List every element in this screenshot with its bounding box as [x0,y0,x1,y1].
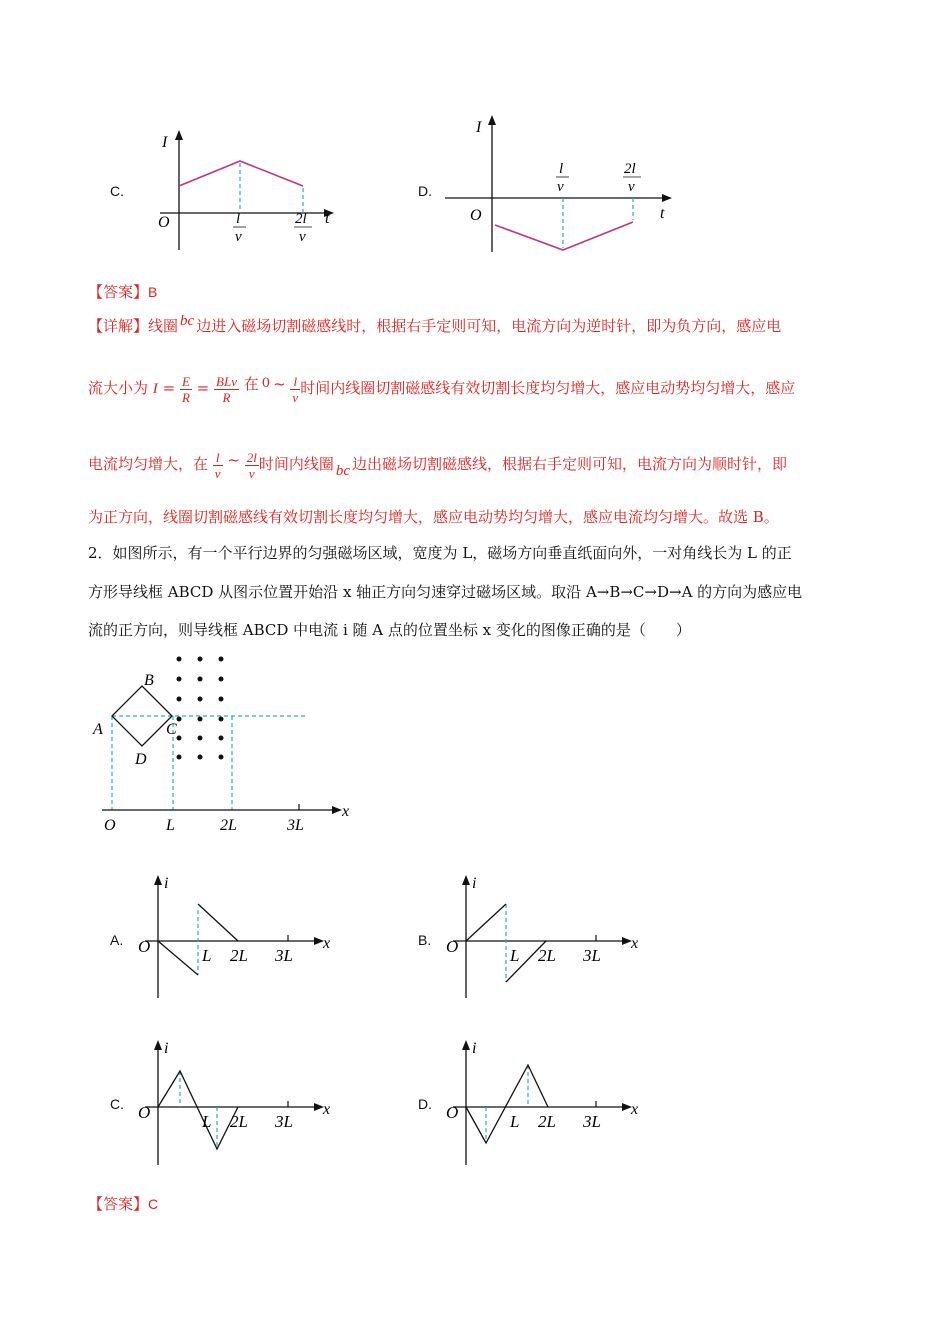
tick-2l-num: 2l [295,211,307,227]
tick-l-den: v [235,229,242,245]
option-d2-label: D. [418,1096,432,1112]
option-c2-label: C. [110,1096,124,1112]
question-2-line-3: 流的正方向，则导线框 ABCD 中电流 i 随 A 点的位置坐标 x 变化的图像正确的是（ ） [88,621,691,639]
option-a-graph [130,870,340,1005]
axis-t-label: t [660,205,665,222]
axis-t-label: t [325,210,330,227]
graph-c [150,125,350,255]
tick-3l: 3L [583,1112,601,1131]
tick-l-num: l [236,211,241,227]
origin-label: O [470,207,482,224]
magnetic-field-dots [177,657,224,760]
tick-3l: 3L [275,1112,293,1131]
option-d2-graph [438,1035,648,1170]
axis-i-label: I [476,119,482,136]
option-c2-graph [130,1035,340,1170]
answer-2: 【答案】C [88,1195,159,1213]
tick-l-num: l [559,161,564,177]
tick-2l-num: 2l [624,161,636,177]
tick-l: L [510,1112,520,1131]
option-c-label: C. [110,183,124,199]
tick-o: O [104,817,116,834]
axis-i-label: i [164,1040,169,1057]
answer-1: 【答案】B [88,283,158,301]
tick-2l: 2L [220,817,237,834]
tick-l: L [510,946,520,965]
axis-x-label: x [631,1101,639,1118]
axis-x-label: x [323,1101,331,1118]
tick-3l: 3L [275,946,293,965]
axis-i-label: I [162,134,168,151]
question-2-line-1: 2．如图所示，有一个平行边界的匀强磁场区域，宽度为 L，磁场方向垂直纸面向外，一对角线长为 L 的正 [88,544,792,562]
tick-2l: 2L [538,946,556,965]
explanation-line-2: 流大小为 I = $\frac{E}{R}$ = $\frac{\text{BLv}}{R}$ 在 0 ~ $\frac{l}{v}$ 时间内线圈切割磁感线有效切割长度均匀增大，感应电动势均匀增大，感应 [88,373,796,405]
explanation-line-3: 电流均匀增大，在 $\frac{l}{v}$ ~ $\frac{2l}{v}$ 时间内线圈 bc 边出磁场切割磁感线，根据右手定则可知，电流方向为顺时针，即 [88,449,788,481]
axis-x-label: x [342,803,350,820]
option-b-graph [438,870,648,1005]
explanation-line-4: 为正方向，线圈切割磁感线有效切割长度均匀增大，感应电动势均匀增大，感应电流均匀增大。故选 B。 [88,508,779,526]
question-2-line-2: 方形导线框 ABCD 从图示位置开始沿 x 轴正方向匀速穿过磁场区域。取沿 A→B→C→D→A 的方向为感应电 [88,583,803,601]
option-a-label: A. [110,932,124,948]
origin-label: O [446,937,459,956]
origin-label: O [138,1103,151,1122]
tick-2l-den: v [299,229,306,245]
tick-l: L [166,817,175,834]
tick-2l: 2L [538,1112,556,1131]
option-b-label: B. [418,932,432,948]
axis-x-label: x [631,935,639,952]
tick-3l: 3L [287,817,304,834]
tick-3l: 3L [583,946,601,965]
option-d-label: D. [418,183,432,199]
graph-d [440,110,680,260]
vertex-a: A [93,721,103,738]
vertex-b: B [144,672,154,689]
vertex-c: C [166,721,177,738]
figure-magnetic-field [90,650,360,835]
tick-l-den: v [557,179,564,195]
axis-x-label: x [323,935,331,952]
tick-l: L [202,946,212,965]
tick-2l-den: v [628,179,635,195]
explanation-line-1: 【详解】线圈 bc 边进入磁场切割磁感线时，根据右手定则可知，电流方向为逆时针，即为负方向，感应电 [88,313,782,335]
origin-label: O [158,214,170,231]
tick-l: L [202,1112,212,1131]
tick-2l: 2L [230,946,248,965]
axis-i-label: i [472,875,477,892]
tick-2l: 2L [230,1112,248,1131]
origin-label: O [138,937,151,956]
origin-label: O [446,1103,459,1122]
axis-i-label: i [472,1040,477,1057]
vertex-d: D [135,751,147,768]
axis-i-label: i [164,875,169,892]
